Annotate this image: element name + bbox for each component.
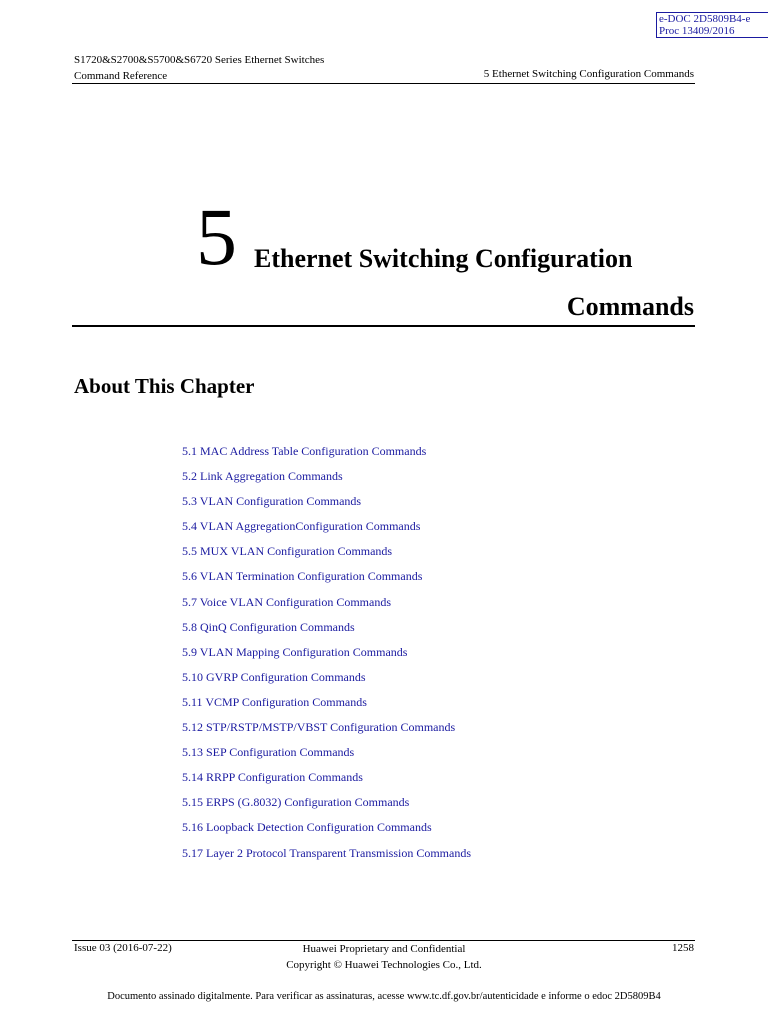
chapter-title-divider: [72, 325, 695, 327]
running-header-left: [74, 52, 324, 84]
toc-link[interactable]: 5.10 GVRP Configuration Commands: [182, 669, 366, 684]
footer-confidential: Huawei Proprietary and Confidential: [302, 943, 466, 955]
stamp-line-1: e-DOC 2D5809B4-e: [659, 13, 751, 25]
toc-item[interactable]: [182, 440, 471, 465]
toc-link[interactable]: 5.3 VLAN Configuration Commands: [182, 494, 362, 509]
toc-item[interactable]: [182, 616, 471, 641]
edoc-stamp: [656, 12, 768, 38]
toc-link[interactable]: 5.2 Link Aggregation Commands: [182, 469, 343, 484]
toc-link[interactable]: 5.14 RRPP Configuration Commands: [182, 770, 363, 785]
toc-item[interactable]: [182, 691, 471, 716]
toc-link[interactable]: 5.4 VLAN AggregationConfiguration Commands: [182, 519, 421, 534]
digital-signature-note: Documento assinado digitalmente. Para verificar as assinaturas, acesse www.tc.df.gov.br/autenticidade e informe o edoc 2D5809B4: [107, 991, 661, 1002]
toc-item[interactable]: [182, 766, 471, 791]
toc-link[interactable]: 5.7 Voice VLAN Configuration Commands: [182, 594, 391, 609]
toc-item[interactable]: [182, 515, 471, 540]
toc-item[interactable]: [182, 490, 471, 515]
toc-link[interactable]: 5.6 VLAN Termination Configuration Commands: [182, 569, 423, 584]
toc-link[interactable]: 5.15 ERPS (G.8032) Configuration Commands: [182, 795, 410, 810]
footer-copyright: Copyright © Huawei Technologies Co., Ltd.: [286, 959, 482, 971]
header-chapter-ref: 5 Ethernet Switching Configuration Commands: [483, 68, 694, 80]
stamp-line-2: Proc 13409/2016: [659, 25, 735, 37]
toc-link[interactable]: 5.8 QinQ Configuration Commands: [182, 619, 355, 634]
footer-center: [236, 941, 532, 973]
toc-item[interactable]: [182, 565, 471, 590]
toc-item[interactable]: [182, 465, 471, 490]
page-number: 1258: [672, 942, 694, 954]
chapter-title-line-1: Ethernet Switching Configuration: [254, 244, 633, 273]
toc-link[interactable]: 5.1 MAC Address Table Configuration Commands: [182, 444, 427, 458]
toc-link[interactable]: 5.5 MUX VLAN Configuration Commands: [182, 544, 393, 559]
header-doc-type: Command Reference: [74, 70, 168, 82]
toc-item[interactable]: [182, 741, 471, 766]
toc-item[interactable]: [182, 716, 471, 741]
chapter-number: 5: [196, 191, 237, 282]
toc-item[interactable]: [182, 791, 471, 816]
toc-link[interactable]: 5.17 Layer 2 Protocol Transparent Transmission Commands: [182, 845, 472, 860]
toc-link[interactable]: 5.12 STP/RSTP/MSTP/VBST Configuration Commands: [182, 720, 456, 735]
toc-link[interactable]: 5.11 VCMP Configuration Commands: [182, 694, 367, 709]
toc-item[interactable]: [182, 816, 471, 841]
toc-item[interactable]: [182, 842, 471, 867]
toc-link[interactable]: 5.16 Loopback Detection Configuration Commands: [182, 820, 432, 835]
section-heading: About This Chapter: [74, 374, 255, 398]
toc-item[interactable]: [182, 540, 471, 565]
toc-item[interactable]: [182, 641, 471, 666]
chapter-toc: [182, 440, 471, 867]
toc-item[interactable]: [182, 666, 471, 691]
toc-link[interactable]: 5.13 SEP Configuration Commands: [182, 745, 355, 760]
toc-link[interactable]: 5.9 VLAN Mapping Configuration Commands: [182, 644, 408, 659]
header-divider: [72, 83, 695, 84]
chapter-title-line-2: Commands: [566, 292, 694, 321]
toc-item[interactable]: [182, 591, 471, 616]
header-product: S1720&S2700&S5700&S6720 Series Ethernet Switches: [74, 54, 325, 66]
footer-issue: Issue 03 (2016-07-22): [74, 942, 172, 954]
